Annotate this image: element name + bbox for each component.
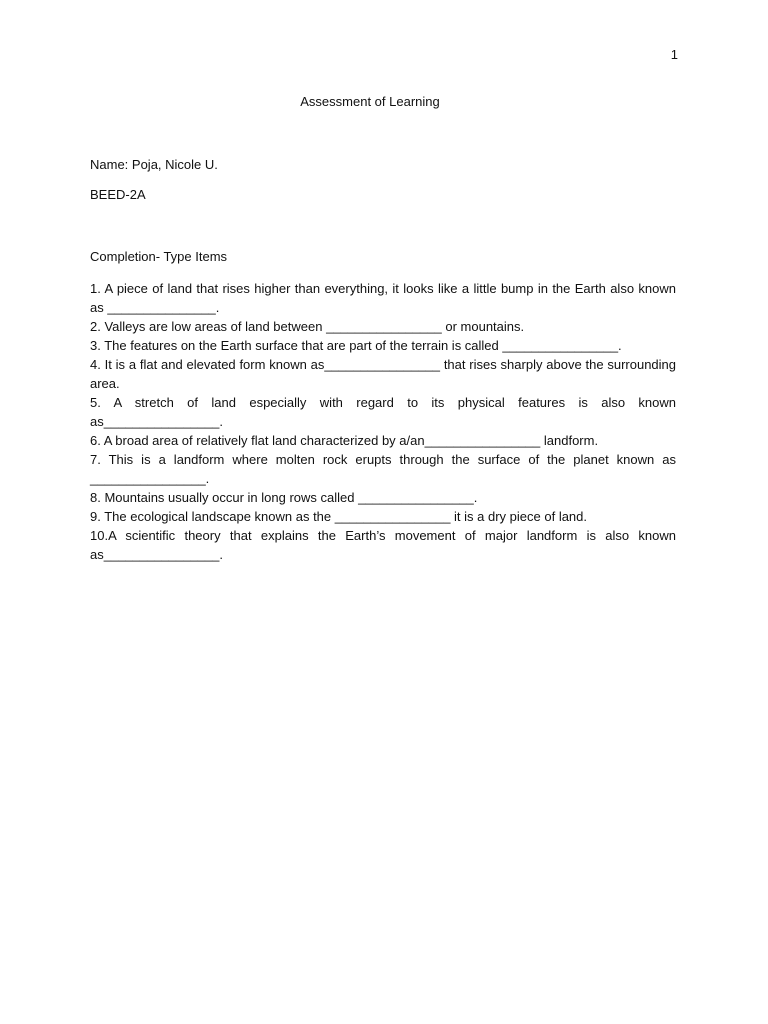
page-number: 1 xyxy=(670,47,678,62)
question-item: 7. This is a landform where molten rock erupts through the surface of the planet known as ________________. xyxy=(90,452,676,486)
question-item: 2. Valleys are low areas of land between ________________ or mountains. xyxy=(90,319,525,334)
question-item: 3. The features on the Earth surface that are part of the terrain is called ________________. xyxy=(90,338,622,353)
document-title: Assessment of Learning xyxy=(300,94,440,109)
question-item: 10.A scientific theory that explains the Earth’s movement of major landform is also known as________________. xyxy=(90,528,676,562)
question-item: 4. It is a flat and elevated form known as________________ that rises sharply above the surrounding area. xyxy=(90,357,676,391)
student-name: Name: Poja, Nicole U. xyxy=(90,157,218,172)
class-section: BEED-2A xyxy=(90,187,146,202)
question-item: 8. Mountains usually occur in long rows called ________________. xyxy=(90,490,478,505)
question-item: 1. A piece of land that rises higher than everything, it looks like a little bump in the Earth also known as _______________. xyxy=(90,281,676,315)
question-list xyxy=(90,279,676,564)
question-item: 9. The ecological landscape known as the ________________ it is a dry piece of land. xyxy=(90,509,588,524)
section-heading: Completion- Type Items xyxy=(90,249,228,264)
question-item: 6. A broad area of relatively flat land characterized by a/an________________ landform. xyxy=(90,433,599,448)
question-item: 5. A stretch of land especially with regard to its physical features is also known as________________. xyxy=(90,395,676,429)
